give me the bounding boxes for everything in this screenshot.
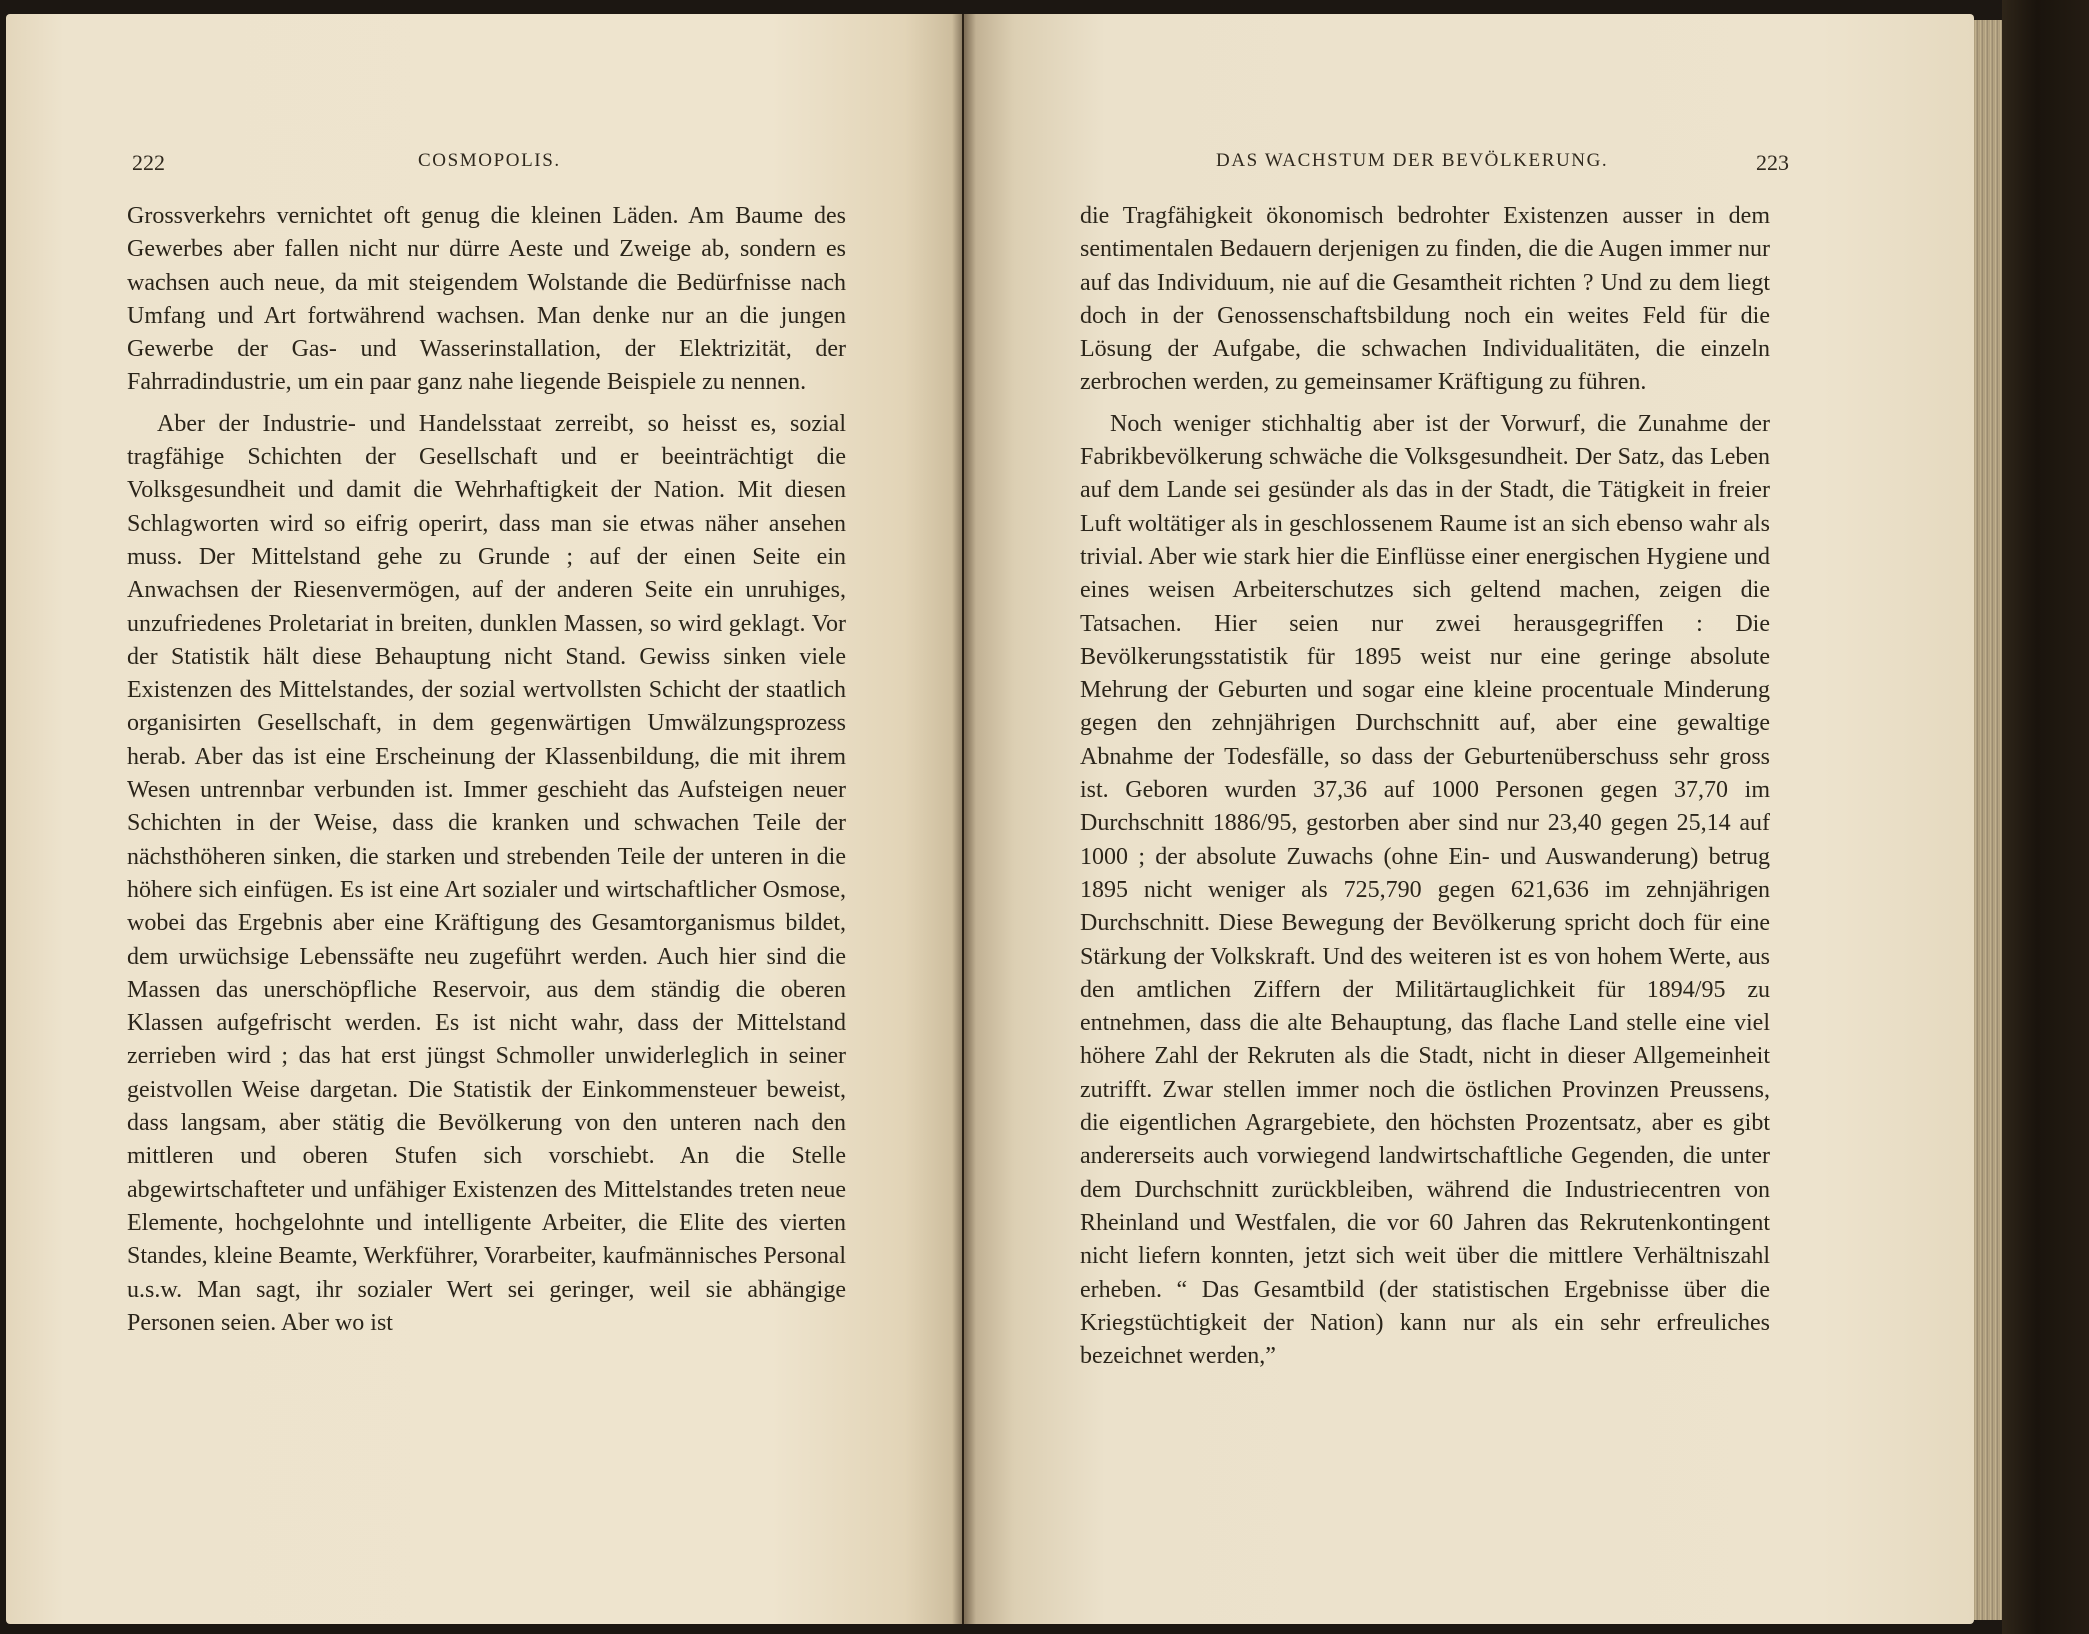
left-page-number: 222 <box>132 150 165 175</box>
book-cover <box>2002 0 2089 1634</box>
right-paragraph-1: die Tragfähigkeit ökonomisch bedrohter Existenzen ausser in dem sentimentalen Bedauern derjenigen zu finden, die die Augen immer nur auf das Individuum, nie auf die Gesamtheit richten ? Und zu dem liegt doch in der Genossenschaftsbildung noch ein weites Feld für die Lösung der Aufgabe, die schwachen Individualitäten, die einzeln zerbrochen werden, zu gemeinsamer Kräftigung zu führen. <box>1080 203 1770 396</box>
right-text-block <box>1080 200 1770 1373</box>
right-running-head: DAS WACHSTUM DER BEVÖLKERUNG. <box>1216 150 1609 171</box>
book-gutter <box>952 14 976 1624</box>
left-running-head: COSMOPOLIS. <box>418 150 561 171</box>
right-page-number: 223 <box>1756 150 1789 175</box>
left-paragraph-1: Grossverkehrs vernichtet oft genug die kleinen Läden. Am Baume des Gewerbes aber fallen nicht nur dürre Aeste und Zweige ab, sondern es wachsen auch neue, da mit steigendem Wolstande die Bedürfnisse nach Umfang und Art fortwährend wachsen. Man denke nur an die jungen Gewerbe der Gas- und Wasserinstallation, der Elektrizität, der Fahrradindustrie, um ein paar ganz nahe liegende Beispiele zu nennen. <box>127 203 846 396</box>
right-paragraph-2: Noch weniger stichhaltig aber ist der Vorwurf, die Zunahme der Fabrikbevölkerung schwäche die Volksgesundheit. Der Satz, das Leben auf dem Lande sei gesünder als das in der Stadt, die Tätigkeit in freier Luft woltätiger als in geschlossenem Raume ist an sich ebenso wahr als trivial. Aber wie stark hier die Einflüsse einer energischen Hygiene und eines weisen Arbeiterschutzes sich geltend machen, zeigen die Tatsachen. Hier seien nur zwei herausgegriffen : Die Bevölkerungsstatistik für 1895 weist nur eine geringe absolute Mehrung der Geburten und sogar eine kleine procentuale Minderung gegen den zehnjährigen Durchschnitt auf, aber eine gewaltige Abnahme der Todesfälle, so dass der Geburtenüberschuss sehr gross ist. Geboren wurden 37,36 auf 1000 Personen gegen 37,70 im Durchschnitt 1886/95, gestorben aber sind nur 23,40 gegen 25,14 auf 1000 ; der absolute Zuwachs (ohne Ein- und Auswanderung) betrug 1895 nicht weniger als 725,790 gegen 621,636 im zehnjährigen Durchschnitt. Diese Bewegung der Bevölkerung spricht doch für eine Stärkung der Volkskraft. Und des weiteren ist es von hohem Werte, aus den amtlichen Ziffern der Militärtauglichkeit für 1894/95 zu entnehmen, dass die alte Behauptung, das flache Land stelle eine viel höhere Zahl der Rekruten als die Stadt, nicht in dieser Allgemeinheit zutrifft. Zwar stellen immer noch die östlichen Provinzen Preussens, die eigentlichen Agrargebiete, den höchsten Prozentsatz, aber es gibt andererseits auch vorwiegend landwirtschaftliche Gegenden, die unter dem Durchschnitt zurückbleiben, während die Industriecentren von Rheinland und Westfalen, die vor 60 Jahren das Rekrutenkontingent nicht liefern konnten, jetzt sich weit über die mittlere Verhältniszahl erheben. “ Das Gesamtbild (der statistischen Ergebnisse über die Kriegstüchtigkeit der Nation) kann nur als ein sehr erfreuliches bezeichnet werden,” <box>1080 410 1770 1370</box>
page-edges <box>1974 20 2002 1620</box>
left-text-block <box>127 200 846 1340</box>
left-page <box>6 14 962 1624</box>
left-paragraph-2: Aber der Industrie- und Handelsstaat zerreibt, so heisst es, sozial tragfähige Schichten der Gesellschaft und er beeinträchtigt die Volksgesundheit und damit die Wehrhaftigkeit der Nation. Mit diesen Schlagworten wird so eifrig operirt, dass man sie etwas näher ansehen muss. Der Mittelstand gehe zu Grunde ; auf der einen Seite ein Anwachsen der Riesenvermögen, auf der anderen Seite ein unruhiges, unzufriedenes Proletariat in breiten, dunklen Massen, so wird geklagt. Vor der Statistik hält diese Behauptung nicht Stand. Gewiss sinken viele Existenzen des Mittelstandes, der sozial wertvollsten Schicht der staatlich organisirten Gesellschaft, in dem gegenwärtigen Umwälzungsprozess herab. Aber das ist eine Erscheinung der Klassenbildung, die mit ihrem Wesen untrennbar verbunden ist. Immer geschieht das Aufsteigen neuer Schichten in der Weise, dass die kranken und schwachen Teile der nächsthöheren sinken, die starken und strebenden Teile der unteren in die höhere sich einfügen. Es ist eine Art sozialer und wirtschaftlicher Osmose, wobei das Ergebnis aber eine Kräftigung des Gesamtorganismus bildet, dem urwüchsige Lebenssäfte neu zugeführt werden. Auch hier sind die Massen das unerschöpfliche Reservoir, aus dem ständig die oberen Klassen aufgefrischt werden. Es ist nicht wahr, dass der Mittelstand zerrieben wird ; das hat erst jüngst Schmoller unwiderleglich in seiner geistvollen Weise dargetan. Die Statistik der Einkommensteuer beweist, dass langsam, aber stätig die Bevölkerung von den unteren nach den mittleren und oberen Stufen sich vorschiebt. An die Stelle abgewirtschafteter und unfähiger Existenzen des Mittelstandes treten neue Elemente, hochgelohnte und intelligente Arbeiter, die Elite des vierten Standes, kleine Beamte, Werkführer, Vorarbeiter, kaufmännisches Personal u.s.w. Man sagt, ihr sozialer Wert sei geringer, weil sie abhängige Personen seien. Aber wo ist <box>127 410 846 1336</box>
right-page <box>964 14 1974 1624</box>
